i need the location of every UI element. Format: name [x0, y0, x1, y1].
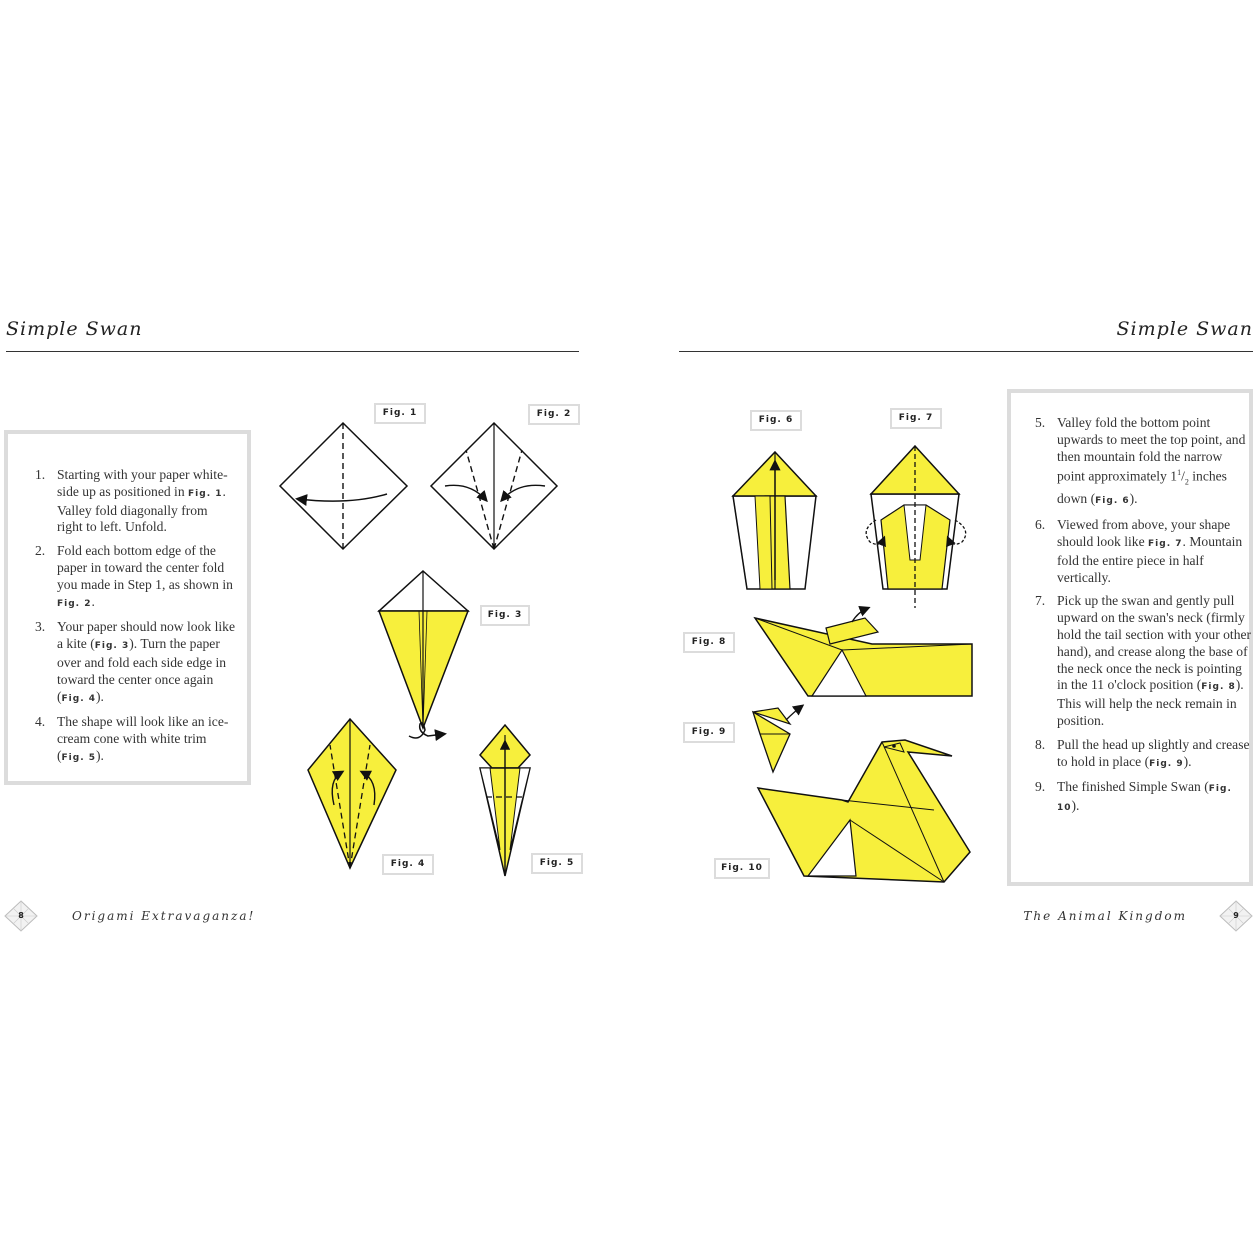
fig-reference: Fig. 6 — [1095, 496, 1130, 507]
left-instructions-box — [4, 430, 251, 785]
left-steps-list — [35, 467, 235, 774]
fig-5-label: Fig. 5 — [531, 853, 583, 874]
step-6: 6. Viewed from above, your shape should look like Fig. 7. Mountain fold the entire piece in half vertically. — [1035, 517, 1243, 585]
right-instructions-box — [1007, 389, 1253, 886]
fig-4-label: Fig. 4 — [382, 854, 434, 875]
left-header-rule — [6, 351, 579, 352]
right-page-title: Simple Swan — [1116, 318, 1253, 340]
fig-10-label: Fig. 10 — [714, 858, 770, 879]
step-2: 2. Fold each bottom edge of the paper in toward the center fold you made in Step 1, as shown in Fig. 2. — [35, 543, 233, 609]
fig-7-diagram — [866, 446, 966, 608]
fig-reference: Fig. 3 — [94, 641, 130, 652]
step-1: 1. Starting with your paper white-side up as positioned in Fig. 1. Valley fold diagonally from right to left. Unfold. — [35, 467, 228, 535]
step-4: 4. The shape will look like an ice-cream cone with white trim (Fig. 5). — [35, 714, 229, 763]
step-3: 3. Your paper should now look like a kite (Fig. 3). Turn the paper over and fold each side edge in toward the center once again (Fig. 4). — [35, 619, 235, 704]
fig-reference: Fig. 4 — [61, 693, 97, 704]
fig-reference: Fig. 5 — [61, 752, 97, 763]
fig-1-diagram — [280, 423, 407, 549]
right-header-rule — [679, 351, 1253, 352]
fig-reference: Fig. 8 — [1201, 682, 1236, 693]
left-page-title: Simple Swan — [6, 318, 143, 340]
fig-3-label: Fig. 3 — [480, 605, 530, 626]
step-9: 9. The finished Simple Swan (Fig. 10). — [1035, 779, 1232, 814]
fig-2-diagram — [431, 423, 557, 549]
fig-2-label: Fig. 2 — [528, 404, 580, 425]
right-fold-diagrams — [680, 400, 1000, 890]
fig-10-diagram — [758, 740, 970, 882]
fig-9-label: Fig. 9 — [683, 722, 735, 743]
right-steps-list — [1035, 415, 1253, 824]
fig-reference: Fig. 1 — [188, 488, 223, 499]
fig-7-label: Fig. 7 — [890, 408, 942, 429]
step-7: 7. Pick up the swan and gently pull upward on the swan's neck (firmly hold the tail section with your other hand), and crease along the base of the neck once the neck is pointing in the 11 o'clock position (Fig. 8). This will help the neck remain in position. — [1035, 593, 1252, 728]
fig-reference: Fig. 9 — [1149, 758, 1184, 769]
step-8: 8. Pull the head up slightly and crease to hold in place (Fig. 9). — [1035, 736, 1250, 769]
fig-reference: Fig. 2 — [57, 598, 92, 609]
fig-5-diagram — [480, 725, 530, 876]
fig-8-label: Fig. 8 — [683, 632, 735, 653]
fig-reference: Fig. 10 — [1057, 784, 1232, 814]
fig-9-diagram — [753, 706, 802, 772]
fig-6-diagram — [733, 452, 816, 589]
step-5: 5. Valley fold the bottom point upwards to meet the top point, and then mountain fold the narrow point approximately $1^1/_2$ inches down (Fig. 6). — [1035, 415, 1246, 507]
fig-1-label: Fig. 1 — [374, 403, 426, 424]
left-fold-diagrams — [260, 400, 590, 890]
fig-reference: Fig. 7 — [1148, 539, 1183, 550]
right-page-number: 9 — [1233, 911, 1239, 920]
fig-3-diagram — [379, 571, 468, 738]
fig-6-label: Fig. 6 — [750, 410, 802, 431]
fig-4-diagram — [308, 719, 396, 868]
fig-8-diagram — [755, 608, 972, 696]
left-footer-book-title: Origami Extravaganza! — [72, 909, 256, 923]
left-page-number: 8 — [18, 911, 24, 920]
right-footer-chapter-title: The Animal Kingdom — [1023, 909, 1187, 923]
